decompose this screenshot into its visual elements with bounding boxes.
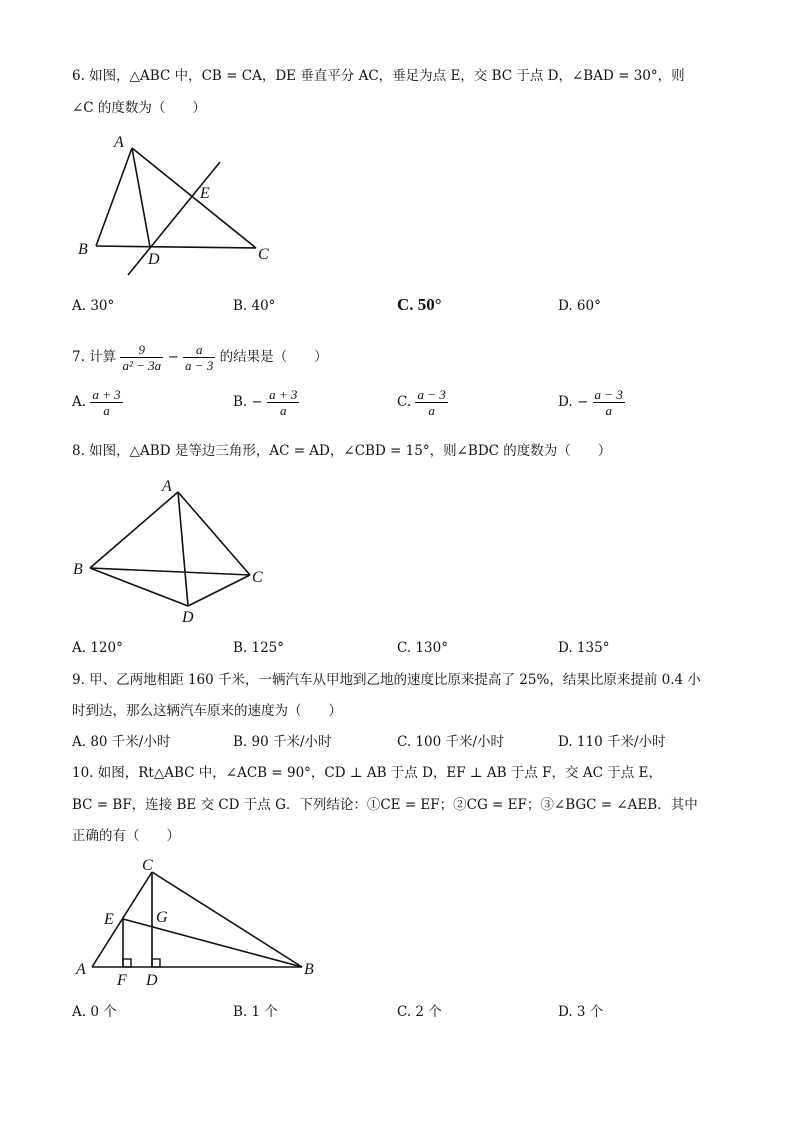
q10-label-a: A [76,961,86,978]
q8-segment-bc [90,568,250,575]
q10-segment-bc [152,872,302,967]
q10-stem-line1: 10. 如图，Rt△ABC 中，∠ACB = 90°，CD ⊥ AB 于点 D，EF ⊥ AB 于点 F，交 AC 于点 E， [72,765,662,781]
q7-option-d-sign: − [576,394,589,410]
q8-segment-cd [188,575,250,606]
q10-stem-line3: 正确的有（ ） [72,828,180,844]
q7-option-d-label: D. [558,394,573,410]
q8-segment-bd [90,568,188,606]
q6-label-e: E [200,185,210,202]
q10-label-g: G [156,909,168,926]
q9-stem-line1: 9. 甲、乙两地相距 160 千米，一辆汽车从甲地到乙地的速度比原来提高了 25%，结果比原来提前 0.4 小 [72,672,701,688]
q7-option-a-fraction [90,387,122,418]
q10-option-b[interactable]: B. 1 个 [233,1004,278,1020]
q7-fraction-2-den: a − 3 [185,358,214,373]
q7-option-b-den: a [267,402,299,418]
q6-label-c: C [258,246,269,263]
q10-figure [70,852,330,992]
q7-option-a-den: a [90,402,122,418]
q7-option-c-label: C. [397,394,412,410]
q8-segment-ab [90,492,178,568]
q8-figure [70,474,280,624]
q7-fraction-2-num: a [195,342,203,357]
q7-option-c-num: a − 3 [417,387,446,402]
q7-option-d-num: a − 3 [594,387,623,402]
q10-label-d: D [146,972,158,989]
q7-fraction-1-num: 9 [138,342,146,357]
q7-stem [72,340,328,374]
q6-option-c[interactable]: C. 50° [397,295,442,314]
q8-label-d: D [182,609,194,624]
q7-option-b-label: B. [233,394,248,410]
q7-option-d[interactable] [558,384,625,420]
q10-label-e: E [104,911,114,928]
q9-option-d[interactable]: D. 110 千米/小时 [558,734,666,750]
q8-option-d[interactable]: D. 135° [558,640,610,656]
q6-option-a[interactable]: A. 30° [72,298,115,314]
q10-stem-line2: BC = BF，连接 BE 交 CD 于点 G．下列结论：①CE = EF；②CG = EF；③∠BGC = ∠AEB．其中 [72,797,698,813]
q9-option-a[interactable]: A. 80 千米/小时 [72,734,171,750]
q9-option-b[interactable]: B. 90 千米/小时 [233,734,332,750]
q10-label-f: F [117,972,127,989]
q10-segment-ac [92,872,152,967]
q7-option-b-fraction [267,387,299,418]
q6-segment-ac [132,148,256,248]
q6-segment-ad [132,148,150,247]
q7-option-c[interactable] [397,384,448,420]
q7-option-c-den: a [415,402,447,418]
q6-stem-line1: 6. 如图，△ABC 中，CB = CA，DE 垂直平分 AC，垂足为点 E，交 BC 于点 D，∠BAD = 30°，则 [72,68,685,84]
q8-label-c: C [252,569,263,586]
q10-label-c: C [142,857,153,874]
q7-fraction-1-den: a² − 3a [122,358,162,373]
q10-option-c[interactable]: C. 2 个 [397,1004,442,1020]
q7-option-c-fraction [415,387,447,418]
q7-option-a[interactable] [72,384,123,420]
q7-prefix: 7. 计算 [72,349,117,365]
q6-stem-line2: ∠C 的度数为（ ） [72,100,206,116]
q7-option-b[interactable] [233,384,299,420]
q7-minus: − [167,349,179,365]
q8-option-b[interactable]: B. 125° [233,640,285,656]
q10-segment-be [123,919,302,967]
q6-option-d[interactable]: D. 60° [558,298,601,314]
q6-label-a: A [114,134,124,151]
q10-right-angle-f [123,959,131,967]
q10-option-a[interactable]: A. 0 个 [72,1004,117,1020]
q8-label-a: A [162,478,172,495]
q7-suffix: 的结果是（ ） [219,349,328,365]
q6-label-d: D [148,251,160,268]
q8-stem: 8. 如图，△ABD 是等边三角形，AC = AD，∠CBD = 15°，则∠BDC 的度数为（ ） [72,443,612,459]
q7-fraction-2 [183,342,215,373]
q6-bisector-line [128,162,220,275]
q10-label-b: B [304,961,314,978]
q7-option-b-sign: − [251,394,263,410]
q6-figure [70,130,290,280]
q6-segment-ab [96,148,132,246]
q8-segment-ac [178,492,250,575]
q8-option-a[interactable]: A. 120° [72,640,123,656]
q8-label-b: B [73,561,83,578]
q6-label-b: B [78,241,88,258]
q9-option-c[interactable]: C. 100 千米/小时 [397,734,505,750]
q8-segment-ad [178,492,188,606]
q6-segment-bc [96,246,256,248]
q7-option-b-num: a + 3 [269,387,298,402]
q9-stem-line2: 时到达，那么这辆汽车原来的速度为（ ） [72,703,342,719]
q6-option-b[interactable]: B. 40° [233,298,276,314]
q8-option-c[interactable]: C. 130° [397,640,448,656]
q7-fraction-1 [120,342,163,373]
q7-option-d-den: a [593,402,625,418]
q10-right-angle-d [152,959,160,967]
q10-option-d[interactable]: D. 3 个 [558,1004,604,1020]
q7-option-a-label: A. [72,394,87,410]
q7-option-a-num: a + 3 [92,387,121,402]
q7-option-d-fraction [593,387,625,418]
